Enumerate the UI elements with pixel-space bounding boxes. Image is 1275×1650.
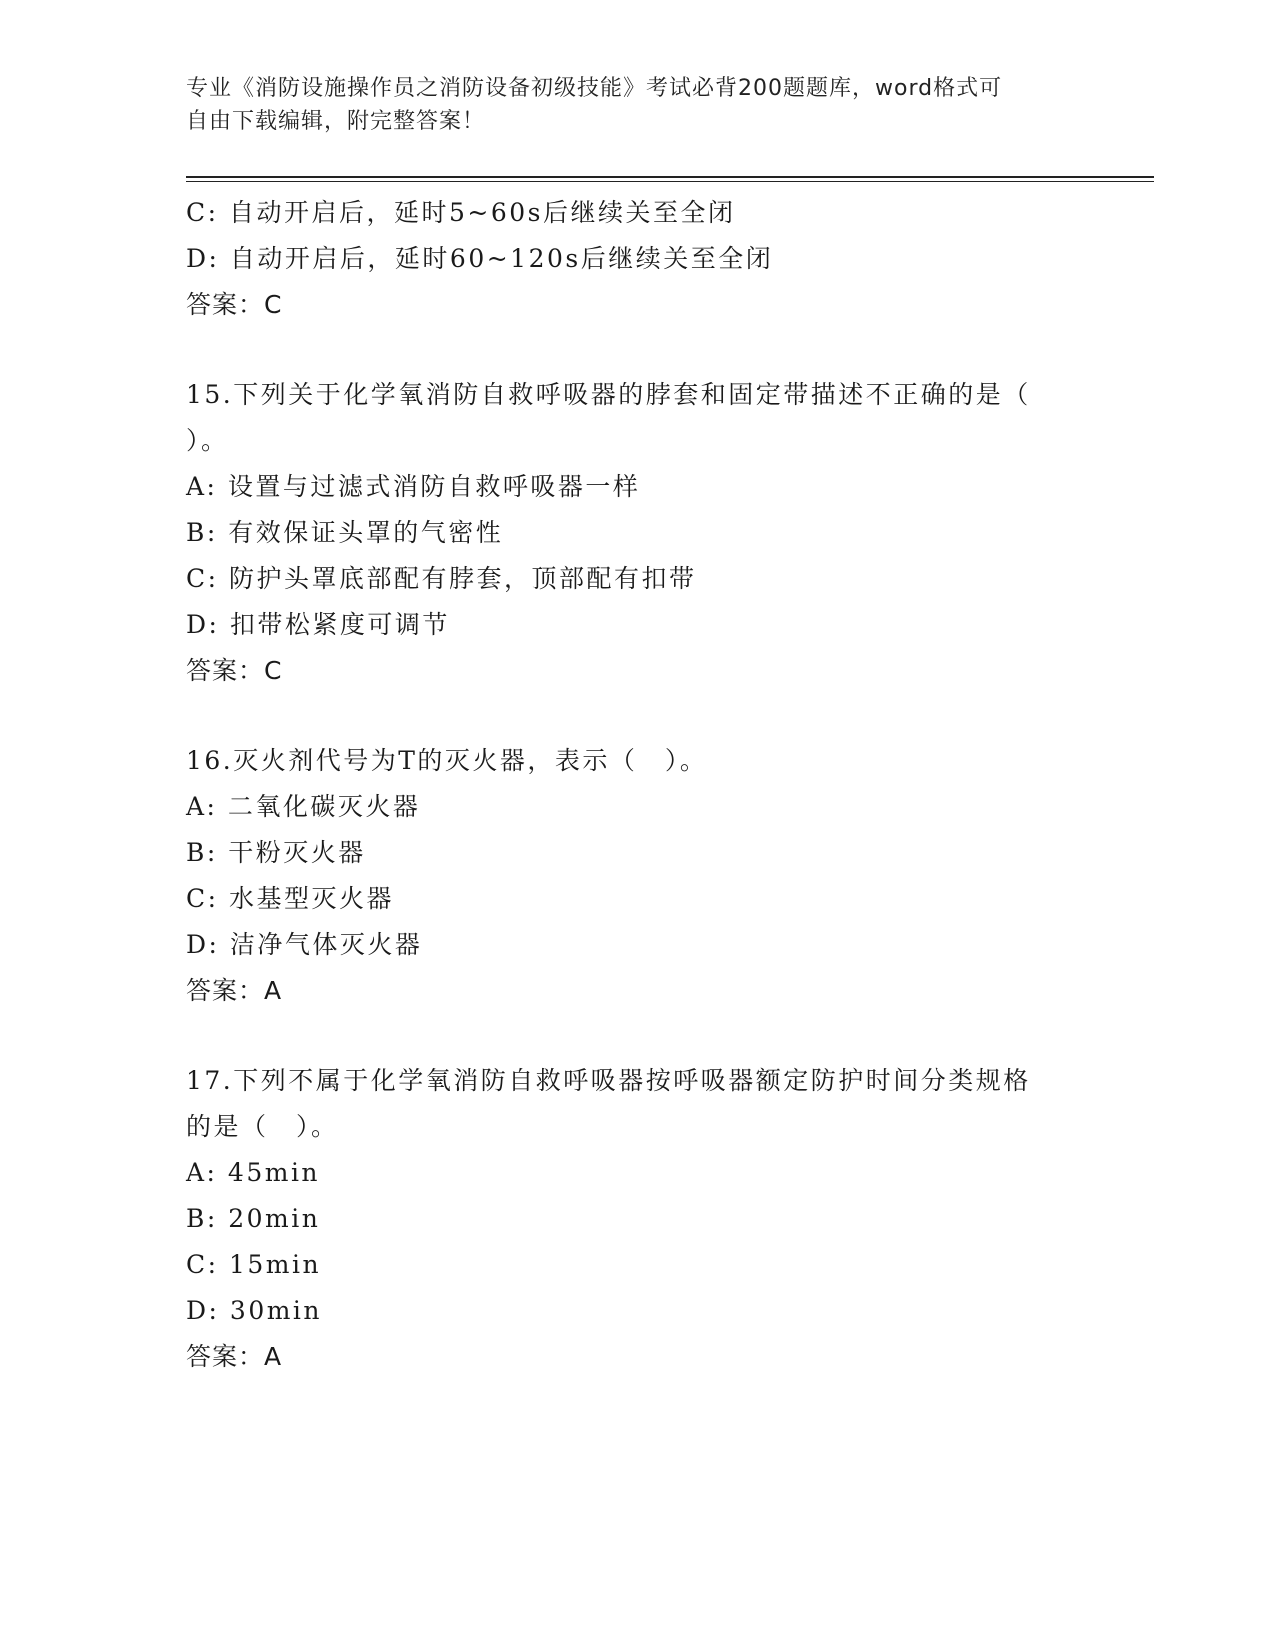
option-d: D: 30min (186, 1296, 323, 1325)
option-a: A: 二氧化碳灭火器 (186, 792, 421, 821)
question-text: 15.下列关于化学氧消防自救呼吸器的脖套和固定带描述不正确的是（ (186, 380, 1031, 409)
question-text-continued: ）。 (186, 426, 229, 455)
header-line-1: 专业《消防设施操作员之消防设备初级技能》考试必背200题题库，word格式可 (186, 76, 1003, 101)
option-c: C: 防护头罩底部配有脖套，顶部配有扣带 (186, 564, 697, 593)
header-line-2: 自由下载编辑，附完整答案！ (186, 109, 486, 134)
spacer (186, 328, 1086, 372)
option-b: B: 20min (186, 1204, 321, 1233)
option-b: B: 干粉灭火器 (186, 838, 366, 867)
header-rule-thick (186, 176, 1154, 178)
option-d: D: 洁净气体灭火器 (186, 930, 423, 959)
question-14-tail (186, 190, 1086, 328)
option-b: B: 有效保证头罩的气密性 (186, 518, 504, 547)
spacer (186, 694, 1086, 738)
question-text-continued: 的是（ ）。 (186, 1112, 339, 1141)
question-15 (186, 372, 1086, 694)
option-d: D: 扣带松紧度可调节 (186, 610, 450, 639)
answer-line: 答案：A (186, 976, 283, 1005)
option-c: C: 自动开启后，延时5~60s后继续关至全闭 (186, 198, 736, 227)
question-17 (186, 1058, 1086, 1380)
option-d: D: 自动开启后，延时60~120s后继续关至全闭 (186, 244, 774, 273)
answer-line: 答案：C (186, 290, 283, 319)
document-header (186, 72, 1066, 138)
question-text: 17.下列不属于化学氧消防自救呼吸器按呼吸器额定防护时间分类规格 (186, 1066, 1031, 1095)
answer-line: 答案：A (186, 1342, 283, 1371)
spacer (186, 1014, 1086, 1058)
option-c: C: 水基型灭火器 (186, 884, 394, 913)
answer-line: 答案：C (186, 656, 283, 685)
option-a: A: 45min (186, 1158, 321, 1187)
header-rule-thin (186, 181, 1154, 182)
question-text: 16.灭火剂代号为T的灭火器，表示（ ）。 (186, 746, 708, 775)
option-c: C: 15min (186, 1250, 322, 1279)
question-16 (186, 738, 1086, 1014)
document-body (186, 190, 1086, 1380)
option-a: A: 设置与过滤式消防自救呼吸器一样 (186, 472, 641, 501)
